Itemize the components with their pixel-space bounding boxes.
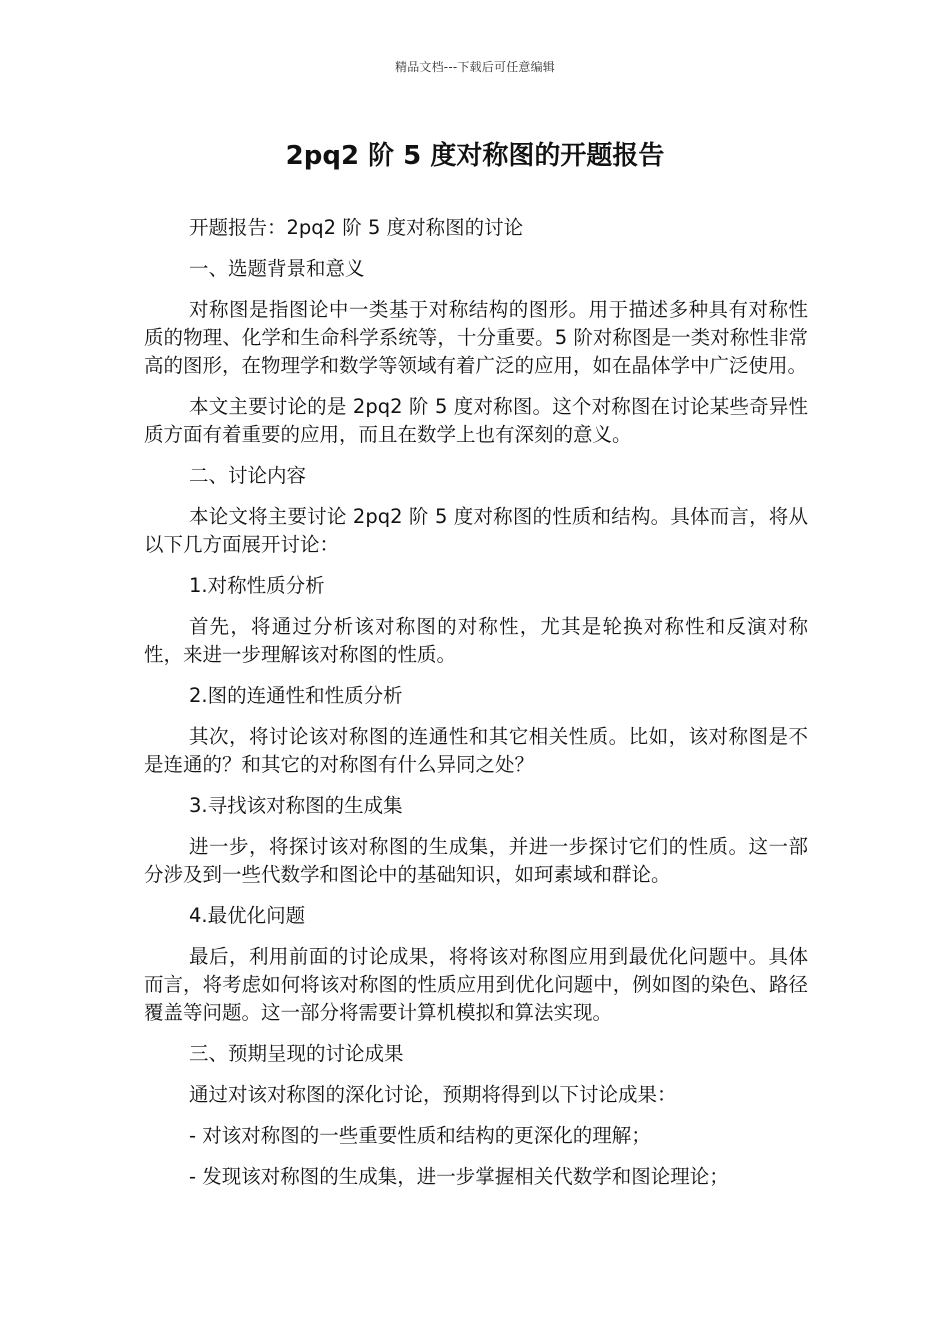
document-title: 2pq2 阶 5 度对称图的开题报告: [285, 141, 665, 171]
subheading-generating-set: 3.寻找该对称图的生成集: [189, 794, 403, 817]
paragraph-content-overview: 本论文将主要讨论 2pq2 阶 5 度对称图的性质和结构。具体而言，将从以下几方面展开讨论：: [144, 505, 808, 556]
list-item-result-2: - 发现该对称图的生成集，进一步掌握相关代数学和图论理论；: [189, 1165, 729, 1188]
document-body: [144, 214, 808, 1204]
section-heading-expected-results: 三、预期呈现的讨论成果: [189, 1042, 404, 1065]
subheading-symmetry: 1.对称性质分析: [189, 574, 325, 597]
list-item-result-1: - 对该对称图的一些重要性质和结构的更深化的理解；: [189, 1124, 651, 1147]
paragraph-generating-set: 进一步，将探讨该对称图的生成集，并进一步探讨它们的性质。这一部分涉及到一些代数学和图论中的基础知识，如珂素域和群论。: [144, 835, 808, 886]
paragraph-symmetry: 首先，将通过分析该对称图的对称性，尤其是轮换对称性和反演对称性，来进一步理解该对称图的性质。: [144, 615, 808, 666]
paragraph-expected-results: 通过对该对称图的深化讨论，预期将得到以下讨论成果：: [189, 1083, 677, 1106]
subheading-optimization: 4.最优化问题: [189, 904, 306, 927]
paragraph-background: 对称图是指图论中一类基于对称结构的图形。用于描述多种具有对称性质的物理、化学和生命科学系统等，十分重要。5 阶对称图是一类对称性非常高的图形，在物理学和数学等领域有着广泛的应用，如在晶体学中广泛使用。: [144, 298, 808, 377]
section-heading-background: 一、选题背景和意义: [189, 257, 365, 280]
paragraph-connectivity: 其次，将讨论该对称图的连通性和其它相关性质。比如，该对称图是不是连通的？和其它的对称图有什么异同之处？: [144, 725, 808, 776]
subheading-connectivity: 2.图的连通性和性质分析: [189, 684, 403, 707]
header-note: 精品文档---下载后可任意编辑: [395, 60, 555, 74]
section-heading-content: 二、讨论内容: [189, 464, 307, 487]
paragraph-topic: 本文主要讨论的是 2pq2 阶 5 度对称图。这个对称图在讨论某些奇异性质方面有着重要的应用，而且在数学上也有深刻的意义。: [144, 395, 808, 446]
paragraph-optimization: 最后，利用前面的讨论成果，将将该对称图应用到最优化问题中。具体而言，将考虑如何将该对称图的性质应用到优化问题中，例如图的染色、路径覆盖等问题。这一部分将需要计算机模拟和算法实现。: [144, 945, 808, 1024]
paragraph-intro: 开题报告：2pq2 阶 5 度对称图的讨论: [189, 216, 524, 239]
